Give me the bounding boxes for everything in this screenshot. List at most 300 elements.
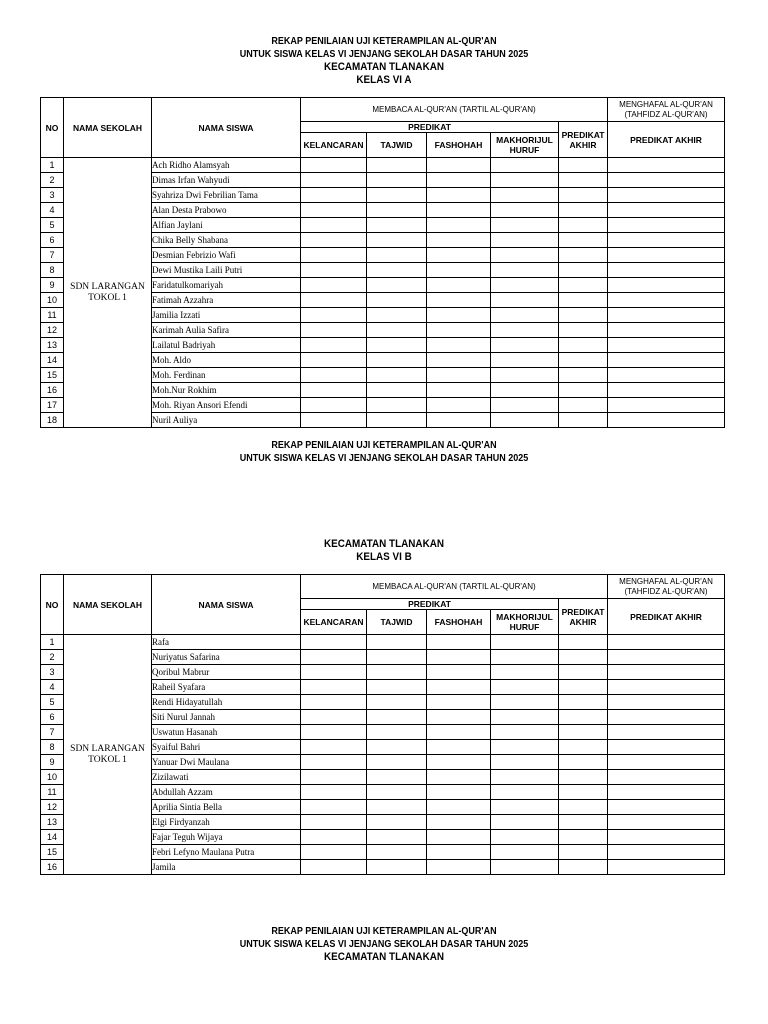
row-no: 1 xyxy=(41,158,64,173)
makhorijul-cell xyxy=(491,323,559,338)
makhorijul-cell xyxy=(491,308,559,323)
kelancaran-cell xyxy=(301,263,367,278)
row-no: 9 xyxy=(41,278,64,293)
student-name: Lailatul Badriyah xyxy=(152,338,301,353)
predikat-akhir-cell xyxy=(559,353,608,368)
table-row xyxy=(41,635,725,650)
predikat-akhir-cell xyxy=(559,725,608,740)
row-no: 1 xyxy=(41,635,64,650)
predikat-akhir-cell xyxy=(559,680,608,695)
student-name: Moh. Aldo xyxy=(152,353,301,368)
student-name: Moh. Ferdinan xyxy=(152,368,301,383)
row-no: 5 xyxy=(41,218,64,233)
doc-subtitle: UNTUK SISWA KELAS VI JENJANG SEKOLAH DASAR TAHUN 2025 xyxy=(239,48,529,60)
kelancaran-cell xyxy=(301,353,367,368)
doc-title: REKAP PENILAIAN UJI KETERAMPILAN AL-QUR'AN xyxy=(271,926,497,937)
kelancaran-cell xyxy=(301,770,367,785)
student-name: Ach Ridho Alamsyah xyxy=(152,158,301,173)
kelancaran-cell xyxy=(301,323,367,338)
col-header-menghafal xyxy=(608,575,725,599)
makhorijul-cell xyxy=(491,203,559,218)
col-header-predikat: PREDIKAT xyxy=(301,122,559,133)
predikat-akhir-cell xyxy=(559,650,608,665)
row-no: 3 xyxy=(41,188,64,203)
row-no: 16 xyxy=(41,860,64,875)
student-name: Syahriza Dwi Febrilian Tama xyxy=(152,188,301,203)
kelancaran-cell xyxy=(301,233,367,248)
kelancaran-cell xyxy=(301,368,367,383)
predikat-akhir-cell xyxy=(559,815,608,830)
tajwid-cell xyxy=(367,785,427,800)
tahfidz-predikat-akhir-cell xyxy=(608,413,725,428)
makhorijul-cell xyxy=(491,830,559,845)
rekap-table-kelas-a xyxy=(40,97,725,428)
col-header-predikat: PREDIKAT xyxy=(301,599,559,610)
col-header-menghafal xyxy=(608,98,725,122)
tahfidz-predikat-akhir-cell xyxy=(608,800,725,815)
tajwid-cell xyxy=(367,248,427,263)
tajwid-cell xyxy=(367,770,427,785)
tahfidz-predikat-akhir-cell xyxy=(608,755,725,770)
row-no: 8 xyxy=(41,740,64,755)
makhorijul-line2: HURUF xyxy=(509,622,540,632)
student-name: Raheil Syafara xyxy=(152,680,301,695)
predikat-akhir-cell xyxy=(559,845,608,860)
makhorijul-cell xyxy=(491,845,559,860)
predikat-akhir-cell xyxy=(559,248,608,263)
kelancaran-cell xyxy=(301,725,367,740)
row-no: 2 xyxy=(41,650,64,665)
tajwid-cell xyxy=(367,815,427,830)
makhorijul-cell xyxy=(491,263,559,278)
col-header-membaca: MEMBACA AL-QUR'AN (TARTIL AL-QUR'AN) xyxy=(301,98,608,122)
makhorijul-cell xyxy=(491,755,559,770)
tahfidz-predikat-akhir-cell xyxy=(608,815,725,830)
col-header-predikat-akhir xyxy=(559,599,608,635)
kelancaran-cell xyxy=(301,635,367,650)
kelancaran-cell xyxy=(301,665,367,680)
tajwid-cell xyxy=(367,203,427,218)
makhorijul-cell xyxy=(491,413,559,428)
fashohah-cell xyxy=(427,233,491,248)
fashohah-cell xyxy=(427,815,491,830)
student-name: Nuril Auliya xyxy=(152,413,301,428)
predikat-akhir-cell xyxy=(559,278,608,293)
kelancaran-cell xyxy=(301,845,367,860)
col-header-no: NO xyxy=(41,98,64,158)
tajwid-cell xyxy=(367,413,427,428)
tajwid-cell xyxy=(367,233,427,248)
tajwid-cell xyxy=(367,800,427,815)
fashohah-cell xyxy=(427,413,491,428)
tajwid-cell xyxy=(367,158,427,173)
makhorijul-cell xyxy=(491,860,559,875)
row-no: 14 xyxy=(41,353,64,368)
makhorijul-cell xyxy=(491,278,559,293)
kelancaran-cell xyxy=(301,218,367,233)
kelancaran-cell xyxy=(301,173,367,188)
menghafal-line2: (TAHFIDZ AL-QUR'AN) xyxy=(624,586,708,596)
table-row xyxy=(41,158,725,173)
kelancaran-cell xyxy=(301,278,367,293)
tahfidz-predikat-akhir-cell xyxy=(608,650,725,665)
makhorijul-line1: MAKHORIJUL xyxy=(496,612,553,622)
tahfidz-predikat-akhir-cell xyxy=(608,830,725,845)
tajwid-cell xyxy=(367,173,427,188)
fashohah-cell xyxy=(427,203,491,218)
school-name-line2: TOKOL 1 xyxy=(88,754,127,765)
header-kelas-a xyxy=(0,36,768,86)
student-name: Dimas Irfan Wahyudi xyxy=(152,173,301,188)
makhorijul-cell xyxy=(491,218,559,233)
tajwid-cell xyxy=(367,845,427,860)
tajwid-cell xyxy=(367,323,427,338)
row-no: 3 xyxy=(41,665,64,680)
fashohah-cell xyxy=(427,650,491,665)
makhorijul-cell xyxy=(491,815,559,830)
school-name-line1: SDN LARANGAN xyxy=(70,743,145,754)
row-no: 12 xyxy=(41,323,64,338)
predikat-akhir-cell xyxy=(559,173,608,188)
kelancaran-cell xyxy=(301,293,367,308)
makhorijul-line1: MAKHORIJUL xyxy=(496,135,553,145)
row-no: 7 xyxy=(41,725,64,740)
row-no: 17 xyxy=(41,398,64,413)
kelancaran-cell xyxy=(301,248,367,263)
fashohah-cell xyxy=(427,785,491,800)
student-name: Zizilawati xyxy=(152,770,301,785)
tajwid-cell xyxy=(367,665,427,680)
tahfidz-predikat-akhir-cell xyxy=(608,203,725,218)
tajwid-cell xyxy=(367,710,427,725)
tahfidz-predikat-akhir-cell xyxy=(608,680,725,695)
row-no: 14 xyxy=(41,830,64,845)
col-header-kelancaran: KELANCARAN xyxy=(301,133,367,158)
predikat-akhir-cell xyxy=(559,770,608,785)
rekap-table-kelas-b xyxy=(40,574,725,875)
school-name-cell xyxy=(64,158,152,428)
fashohah-cell xyxy=(427,635,491,650)
student-name: Siti Nurul Jannah xyxy=(152,710,301,725)
tahfidz-predikat-akhir-cell xyxy=(608,218,725,233)
fashohah-cell xyxy=(427,188,491,203)
tahfidz-predikat-akhir-cell xyxy=(608,740,725,755)
col-header-makhorijul xyxy=(491,610,559,635)
tahfidz-predikat-akhir-cell xyxy=(608,785,725,800)
fashohah-cell xyxy=(427,158,491,173)
makhorijul-cell xyxy=(491,695,559,710)
row-no: 15 xyxy=(41,845,64,860)
tajwid-cell xyxy=(367,680,427,695)
tajwid-cell xyxy=(367,830,427,845)
fashohah-cell xyxy=(427,278,491,293)
fashohah-cell xyxy=(427,845,491,860)
row-no: 2 xyxy=(41,173,64,188)
makhorijul-cell xyxy=(491,398,559,413)
makhorijul-cell xyxy=(491,725,559,740)
kelancaran-cell xyxy=(301,785,367,800)
row-no: 9 xyxy=(41,755,64,770)
student-name: Fajar Teguh Wijaya xyxy=(152,830,301,845)
makhorijul-cell xyxy=(491,173,559,188)
row-no: 16 xyxy=(41,383,64,398)
fashohah-cell xyxy=(427,368,491,383)
student-name: Jamila xyxy=(152,860,301,875)
tahfidz-predikat-akhir-cell xyxy=(608,353,725,368)
predikat-akhir-cell xyxy=(559,188,608,203)
fashohah-cell xyxy=(427,308,491,323)
predikat-akhir-cell xyxy=(559,338,608,353)
predikat-akhir-cell xyxy=(559,203,608,218)
predikat-akhir-cell xyxy=(559,293,608,308)
fashohah-cell xyxy=(427,740,491,755)
predikat-akhir-line1: PREDIKAT xyxy=(561,606,605,617)
tahfidz-predikat-akhir-cell xyxy=(608,263,725,278)
row-no: 5 xyxy=(41,695,64,710)
kelas-label: KELAS VI B xyxy=(356,550,412,563)
makhorijul-cell xyxy=(491,233,559,248)
kelancaran-cell xyxy=(301,740,367,755)
fashohah-cell xyxy=(427,398,491,413)
row-no: 6 xyxy=(41,710,64,725)
row-no: 11 xyxy=(41,785,64,800)
student-name: Abdullah Azzam xyxy=(152,785,301,800)
doc-subtitle: UNTUK SISWA KELAS VI JENJANG SEKOLAH DASAR TAHUN 2025 xyxy=(239,452,529,464)
row-no: 10 xyxy=(41,293,64,308)
predikat-akhir-cell xyxy=(559,263,608,278)
fashohah-cell xyxy=(427,770,491,785)
predikat-akhir-cell xyxy=(559,665,608,680)
predikat-akhir-cell xyxy=(559,740,608,755)
student-name: Alfian Jaylani xyxy=(152,218,301,233)
fashohah-cell xyxy=(427,860,491,875)
makhorijul-cell xyxy=(491,338,559,353)
tahfidz-predikat-akhir-cell xyxy=(608,308,725,323)
kecamatan-label: KECAMATAN TLANAKAN xyxy=(323,61,445,73)
menghafal-line2: (TAHFIDZ AL-QUR'AN) xyxy=(624,109,708,119)
makhorijul-cell xyxy=(491,158,559,173)
tahfidz-predikat-akhir-cell xyxy=(608,845,725,860)
predikat-akhir-line2: AKHIR xyxy=(569,139,597,150)
kecamatan-label: KECAMATAN TLANAKAN xyxy=(323,951,445,963)
tahfidz-predikat-akhir-cell xyxy=(608,665,725,680)
student-name: Qoribul Mabrur xyxy=(152,665,301,680)
tajwid-cell xyxy=(367,353,427,368)
tahfidz-predikat-akhir-cell xyxy=(608,233,725,248)
row-no: 7 xyxy=(41,248,64,263)
fashohah-cell xyxy=(427,725,491,740)
predikat-akhir-cell xyxy=(559,383,608,398)
kecamatan-label: KECAMATAN TLANAKAN xyxy=(323,538,445,550)
kelancaran-cell xyxy=(301,830,367,845)
kelancaran-cell xyxy=(301,860,367,875)
student-name: Elgi Firdyanzah xyxy=(152,815,301,830)
tahfidz-predikat-akhir-cell xyxy=(608,188,725,203)
tahfidz-predikat-akhir-cell xyxy=(608,398,725,413)
makhorijul-cell xyxy=(491,635,559,650)
predikat-akhir-line1: PREDIKAT xyxy=(561,129,605,140)
row-no: 6 xyxy=(41,233,64,248)
doc-title: REKAP PENILAIAN UJI KETERAMPILAN AL-QUR'AN xyxy=(271,440,497,451)
predikat-akhir-cell xyxy=(559,218,608,233)
kelancaran-cell xyxy=(301,815,367,830)
predikat-akhir-cell xyxy=(559,755,608,770)
student-name: Moh.Nur Rokhim xyxy=(152,383,301,398)
col-header-predikat-akhir-tahfidz: PREDIKAT AKHIR xyxy=(608,599,725,635)
tajwid-cell xyxy=(367,398,427,413)
predikat-akhir-cell xyxy=(559,785,608,800)
tajwid-cell xyxy=(367,650,427,665)
col-header-predikat-akhir-tahfidz: PREDIKAT AKHIR xyxy=(608,122,725,158)
kelancaran-cell xyxy=(301,710,367,725)
tajwid-cell xyxy=(367,383,427,398)
col-header-fashohah: FASHOHAH xyxy=(427,610,491,635)
student-name: Febri Lefyno Maulana Putra xyxy=(152,845,301,860)
predikat-akhir-cell xyxy=(559,413,608,428)
student-name: Desmian Febrizio Wafi xyxy=(152,248,301,263)
row-no: 15 xyxy=(41,368,64,383)
tahfidz-predikat-akhir-cell xyxy=(608,323,725,338)
tahfidz-predikat-akhir-cell xyxy=(608,293,725,308)
predikat-akhir-cell xyxy=(559,308,608,323)
tajwid-cell xyxy=(367,755,427,770)
col-header-nama-sekolah: NAMA SEKOLAH xyxy=(64,98,152,158)
kelancaran-cell xyxy=(301,680,367,695)
tahfidz-predikat-akhir-cell xyxy=(608,860,725,875)
kelancaran-cell xyxy=(301,158,367,173)
row-no: 18 xyxy=(41,413,64,428)
kelancaran-cell xyxy=(301,398,367,413)
tajwid-cell xyxy=(367,725,427,740)
row-no: 11 xyxy=(41,308,64,323)
menghafal-line1: MENGHAFAL AL-QUR'AN xyxy=(619,99,713,109)
predikat-akhir-cell xyxy=(559,323,608,338)
fashohah-cell xyxy=(427,755,491,770)
tahfidz-predikat-akhir-cell xyxy=(608,383,725,398)
tajwid-cell xyxy=(367,368,427,383)
fashohah-cell xyxy=(427,695,491,710)
kelancaran-cell xyxy=(301,203,367,218)
makhorijul-cell xyxy=(491,353,559,368)
predikat-akhir-cell xyxy=(559,830,608,845)
tahfidz-predikat-akhir-cell xyxy=(608,158,725,173)
student-name: Uswatun Hasanah xyxy=(152,725,301,740)
tahfidz-predikat-akhir-cell xyxy=(608,278,725,293)
tahfidz-predikat-akhir-cell xyxy=(608,770,725,785)
makhorijul-cell xyxy=(491,650,559,665)
doc-subtitle: UNTUK SISWA KELAS VI JENJANG SEKOLAH DASAR TAHUN 2025 xyxy=(239,938,529,950)
student-name: Jamilia Izzati xyxy=(152,308,301,323)
tajwid-cell xyxy=(367,218,427,233)
tahfidz-predikat-akhir-cell xyxy=(608,338,725,353)
makhorijul-cell xyxy=(491,665,559,680)
tajwid-cell xyxy=(367,695,427,710)
predikat-akhir-cell xyxy=(559,710,608,725)
student-name: Alan Desta Prabowo xyxy=(152,203,301,218)
doc-title: REKAP PENILAIAN UJI KETERAMPILAN AL-QUR'AN xyxy=(271,36,497,47)
student-name: Rafa xyxy=(152,635,301,650)
fashohah-cell xyxy=(427,323,491,338)
kelancaran-cell xyxy=(301,308,367,323)
tajwid-cell xyxy=(367,740,427,755)
student-name: Nuriyatus Safarina xyxy=(152,650,301,665)
makhorijul-cell xyxy=(491,188,559,203)
tahfidz-predikat-akhir-cell xyxy=(608,695,725,710)
tajwid-cell xyxy=(367,860,427,875)
student-name: Fatimah Azzahra xyxy=(152,293,301,308)
predikat-akhir-cell xyxy=(559,635,608,650)
tajwid-cell xyxy=(367,293,427,308)
kelancaran-cell xyxy=(301,338,367,353)
fashohah-cell xyxy=(427,248,491,263)
col-header-membaca: MEMBACA AL-QUR'AN (TARTIL AL-QUR'AN) xyxy=(301,575,608,599)
col-header-kelancaran: KELANCARAN xyxy=(301,610,367,635)
makhorijul-cell xyxy=(491,293,559,308)
header-kelas-b xyxy=(0,538,768,563)
tajwid-cell xyxy=(367,308,427,323)
row-no: 13 xyxy=(41,815,64,830)
makhorijul-cell xyxy=(491,248,559,263)
fashohah-cell xyxy=(427,710,491,725)
row-no: 13 xyxy=(41,338,64,353)
student-name: Aprilia Sintia Bella xyxy=(152,800,301,815)
tajwid-cell xyxy=(367,188,427,203)
row-no: 10 xyxy=(41,770,64,785)
makhorijul-cell xyxy=(491,368,559,383)
school-name-line2: TOKOL 1 xyxy=(88,292,127,303)
fashohah-cell xyxy=(427,173,491,188)
tahfidz-predikat-akhir-cell xyxy=(608,635,725,650)
fashohah-cell xyxy=(427,263,491,278)
student-name: Yanuar Dwi Maulana xyxy=(152,755,301,770)
fashohah-cell xyxy=(427,665,491,680)
fashohah-cell xyxy=(427,383,491,398)
predikat-akhir-cell xyxy=(559,368,608,383)
header-next-page xyxy=(0,926,768,964)
predikat-akhir-cell xyxy=(559,860,608,875)
makhorijul-cell xyxy=(491,785,559,800)
fashohah-cell xyxy=(427,830,491,845)
col-header-predikat-akhir xyxy=(559,122,608,158)
fashohah-cell xyxy=(427,218,491,233)
student-name: Chika Belly Shabana xyxy=(152,233,301,248)
kelancaran-cell xyxy=(301,695,367,710)
kelancaran-cell xyxy=(301,800,367,815)
kelancaran-cell xyxy=(301,650,367,665)
predikat-akhir-cell xyxy=(559,800,608,815)
tajwid-cell xyxy=(367,263,427,278)
school-name-cell xyxy=(64,635,152,875)
col-header-nama-siswa: NAMA SISWA xyxy=(152,575,301,635)
makhorijul-cell xyxy=(491,740,559,755)
predikat-akhir-cell xyxy=(559,158,608,173)
col-header-nama-sekolah: NAMA SEKOLAH xyxy=(64,575,152,635)
makhorijul-cell xyxy=(491,383,559,398)
student-name: Faridatulkomariyah xyxy=(152,278,301,293)
school-name-line1: SDN LARANGAN xyxy=(70,281,145,292)
student-name: Moh. Riyan Ansori Efendi xyxy=(152,398,301,413)
predikat-akhir-cell xyxy=(559,398,608,413)
fashohah-cell xyxy=(427,800,491,815)
tahfidz-predikat-akhir-cell xyxy=(608,725,725,740)
predikat-akhir-cell xyxy=(559,233,608,248)
student-name: Syaiful Bahri xyxy=(152,740,301,755)
makhorijul-line2: HURUF xyxy=(509,145,540,155)
row-no: 4 xyxy=(41,680,64,695)
predikat-akhir-line2: AKHIR xyxy=(569,616,597,627)
makhorijul-cell xyxy=(491,800,559,815)
col-header-no: NO xyxy=(41,575,64,635)
